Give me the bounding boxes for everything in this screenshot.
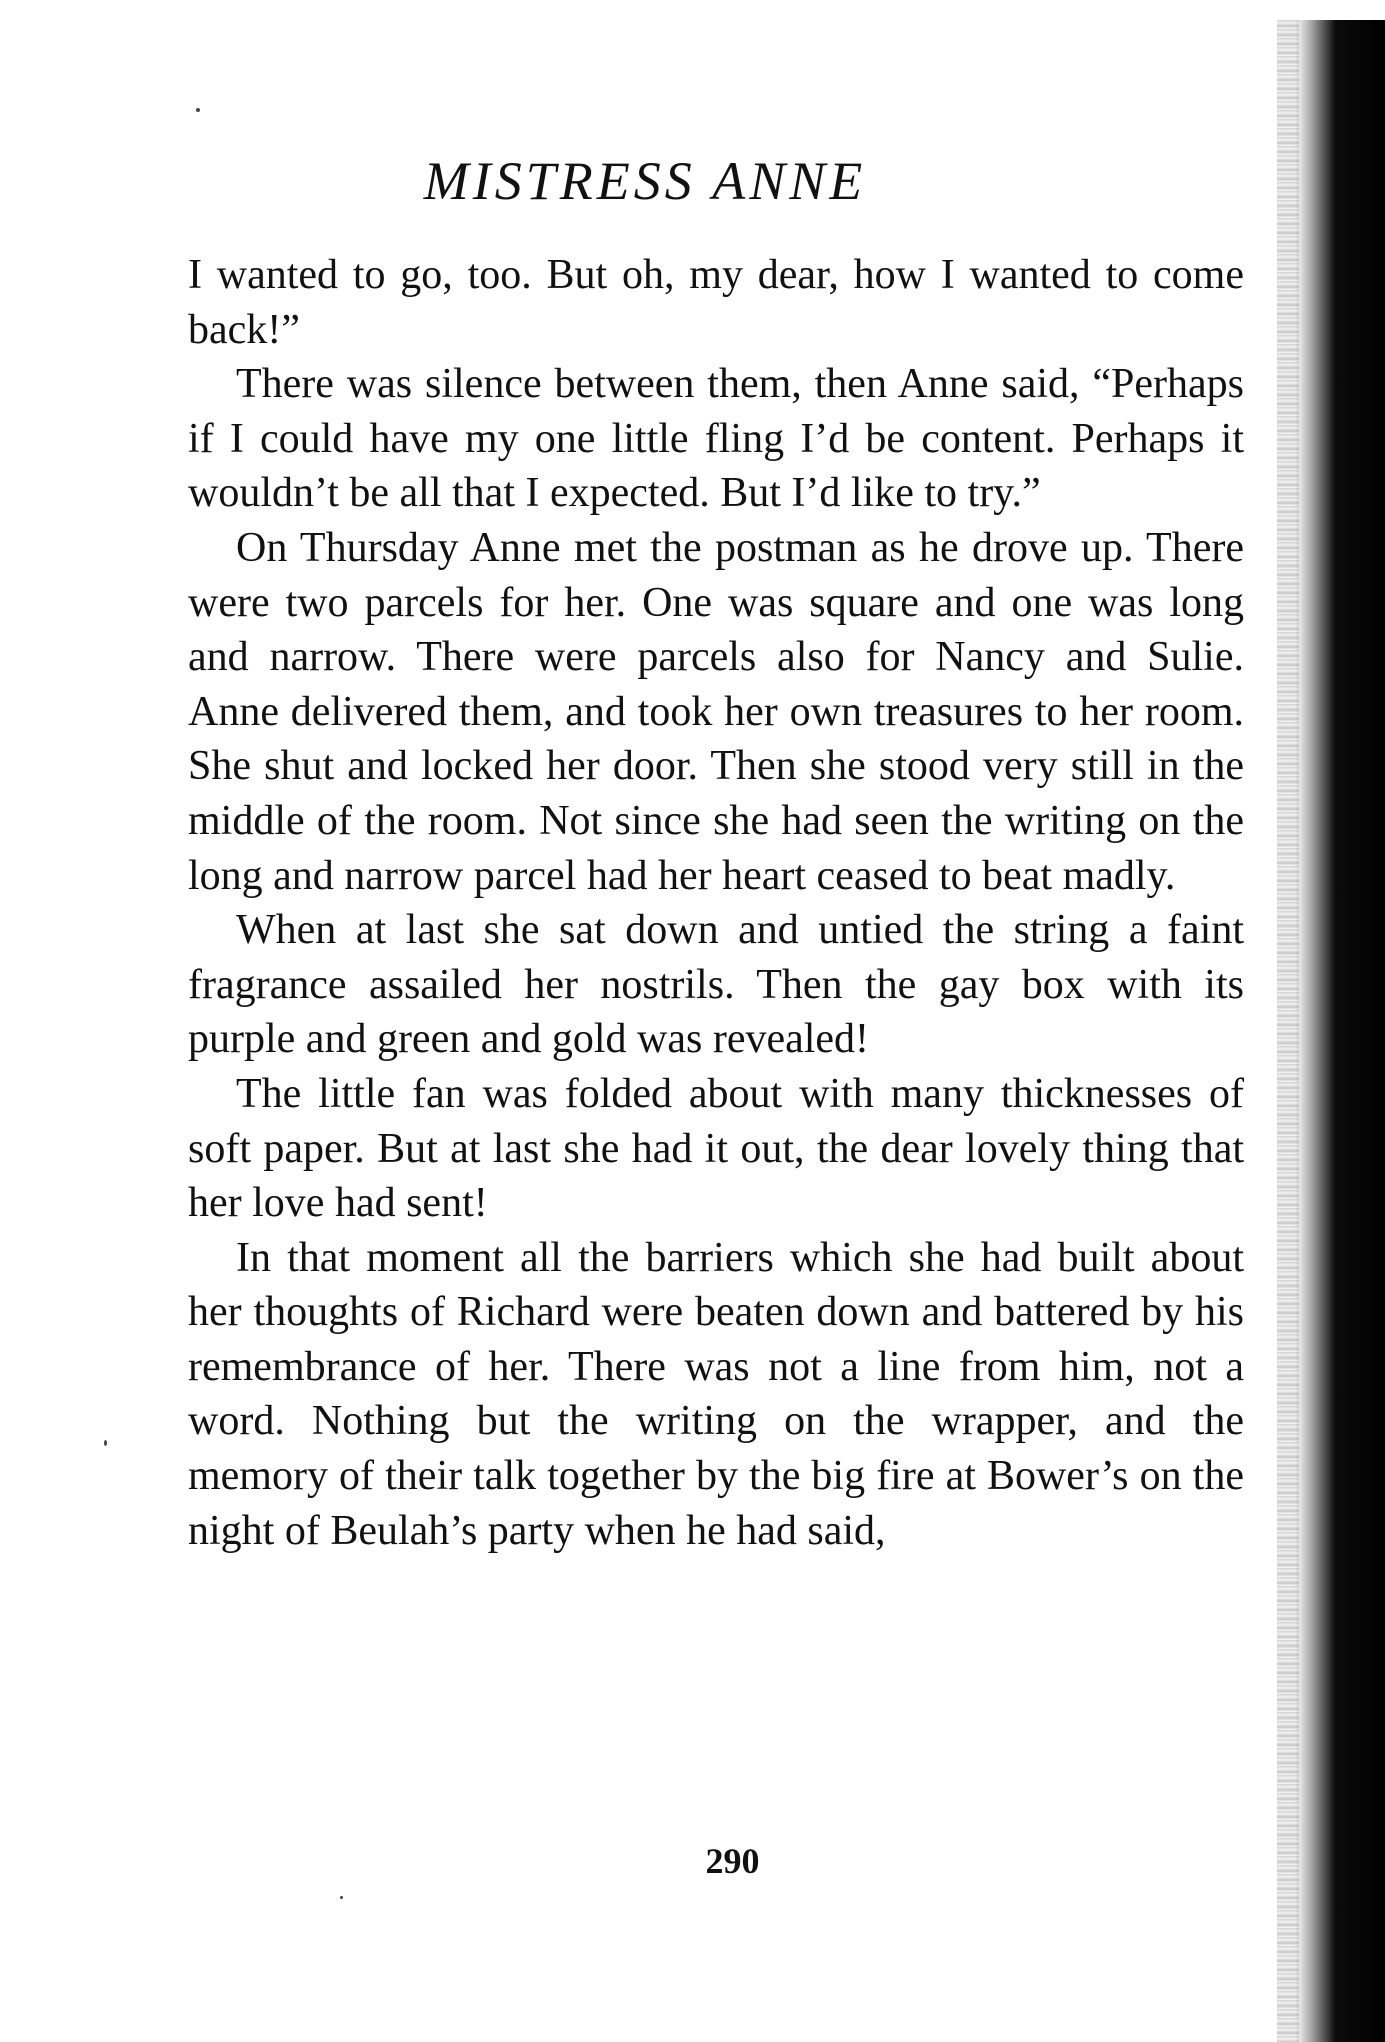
book-binding-shadow xyxy=(1295,20,1385,2042)
paragraph: On Thursday Anne met the postman as he drove up. There were two parcels for her. One was square and one was long and narrow. There were parcels also for Nancy and Sulie. Anne delivered them, and took her own treasures to her room. She shut and locked her door. Then she stood very still in the middle of the room. Not since she had seen the writing on the long and narrow parcel had her heart ceased to beat madly. xyxy=(188,524,1244,899)
body-text xyxy=(188,248,1244,1558)
paragraph: When at last she sat down and untied the string a faint fragrance assailed her nostrils. Then the gay box with its purple and green and gold was revealed! xyxy=(188,907,1244,1063)
page-number: 290 xyxy=(705,1841,760,1881)
running-head: MISTRESS ANNE xyxy=(423,151,867,211)
paper-speck xyxy=(340,1896,343,1899)
paper-speck xyxy=(196,108,200,112)
paragraph: In that moment all the barriers which she had built about her thoughts of Richard were beaten down and battered by his remembrance of her. There was not a line from him, not a word. Nothing but the writing on the wrapper, and the memory of their talk together by the big fire at Bower’s on the night of Beulah’s party when he had said, xyxy=(188,1234,1244,1554)
paper-speck xyxy=(104,1440,107,1446)
paragraph: I wanted to go, too. But oh, my dear, how I wanted to come back!” xyxy=(188,252,1244,353)
paragraph: There was silence between them, then Anne said, “Perhaps if I could have my one little fling I’d be content. Perhaps it wouldn’t be all that I expected. But I’d like to try.” xyxy=(188,361,1244,517)
paragraph: The little fan was folded about with many thicknesses of soft paper. But at last she had it out, the dear lovely thing that her love had sent! xyxy=(188,1070,1244,1227)
